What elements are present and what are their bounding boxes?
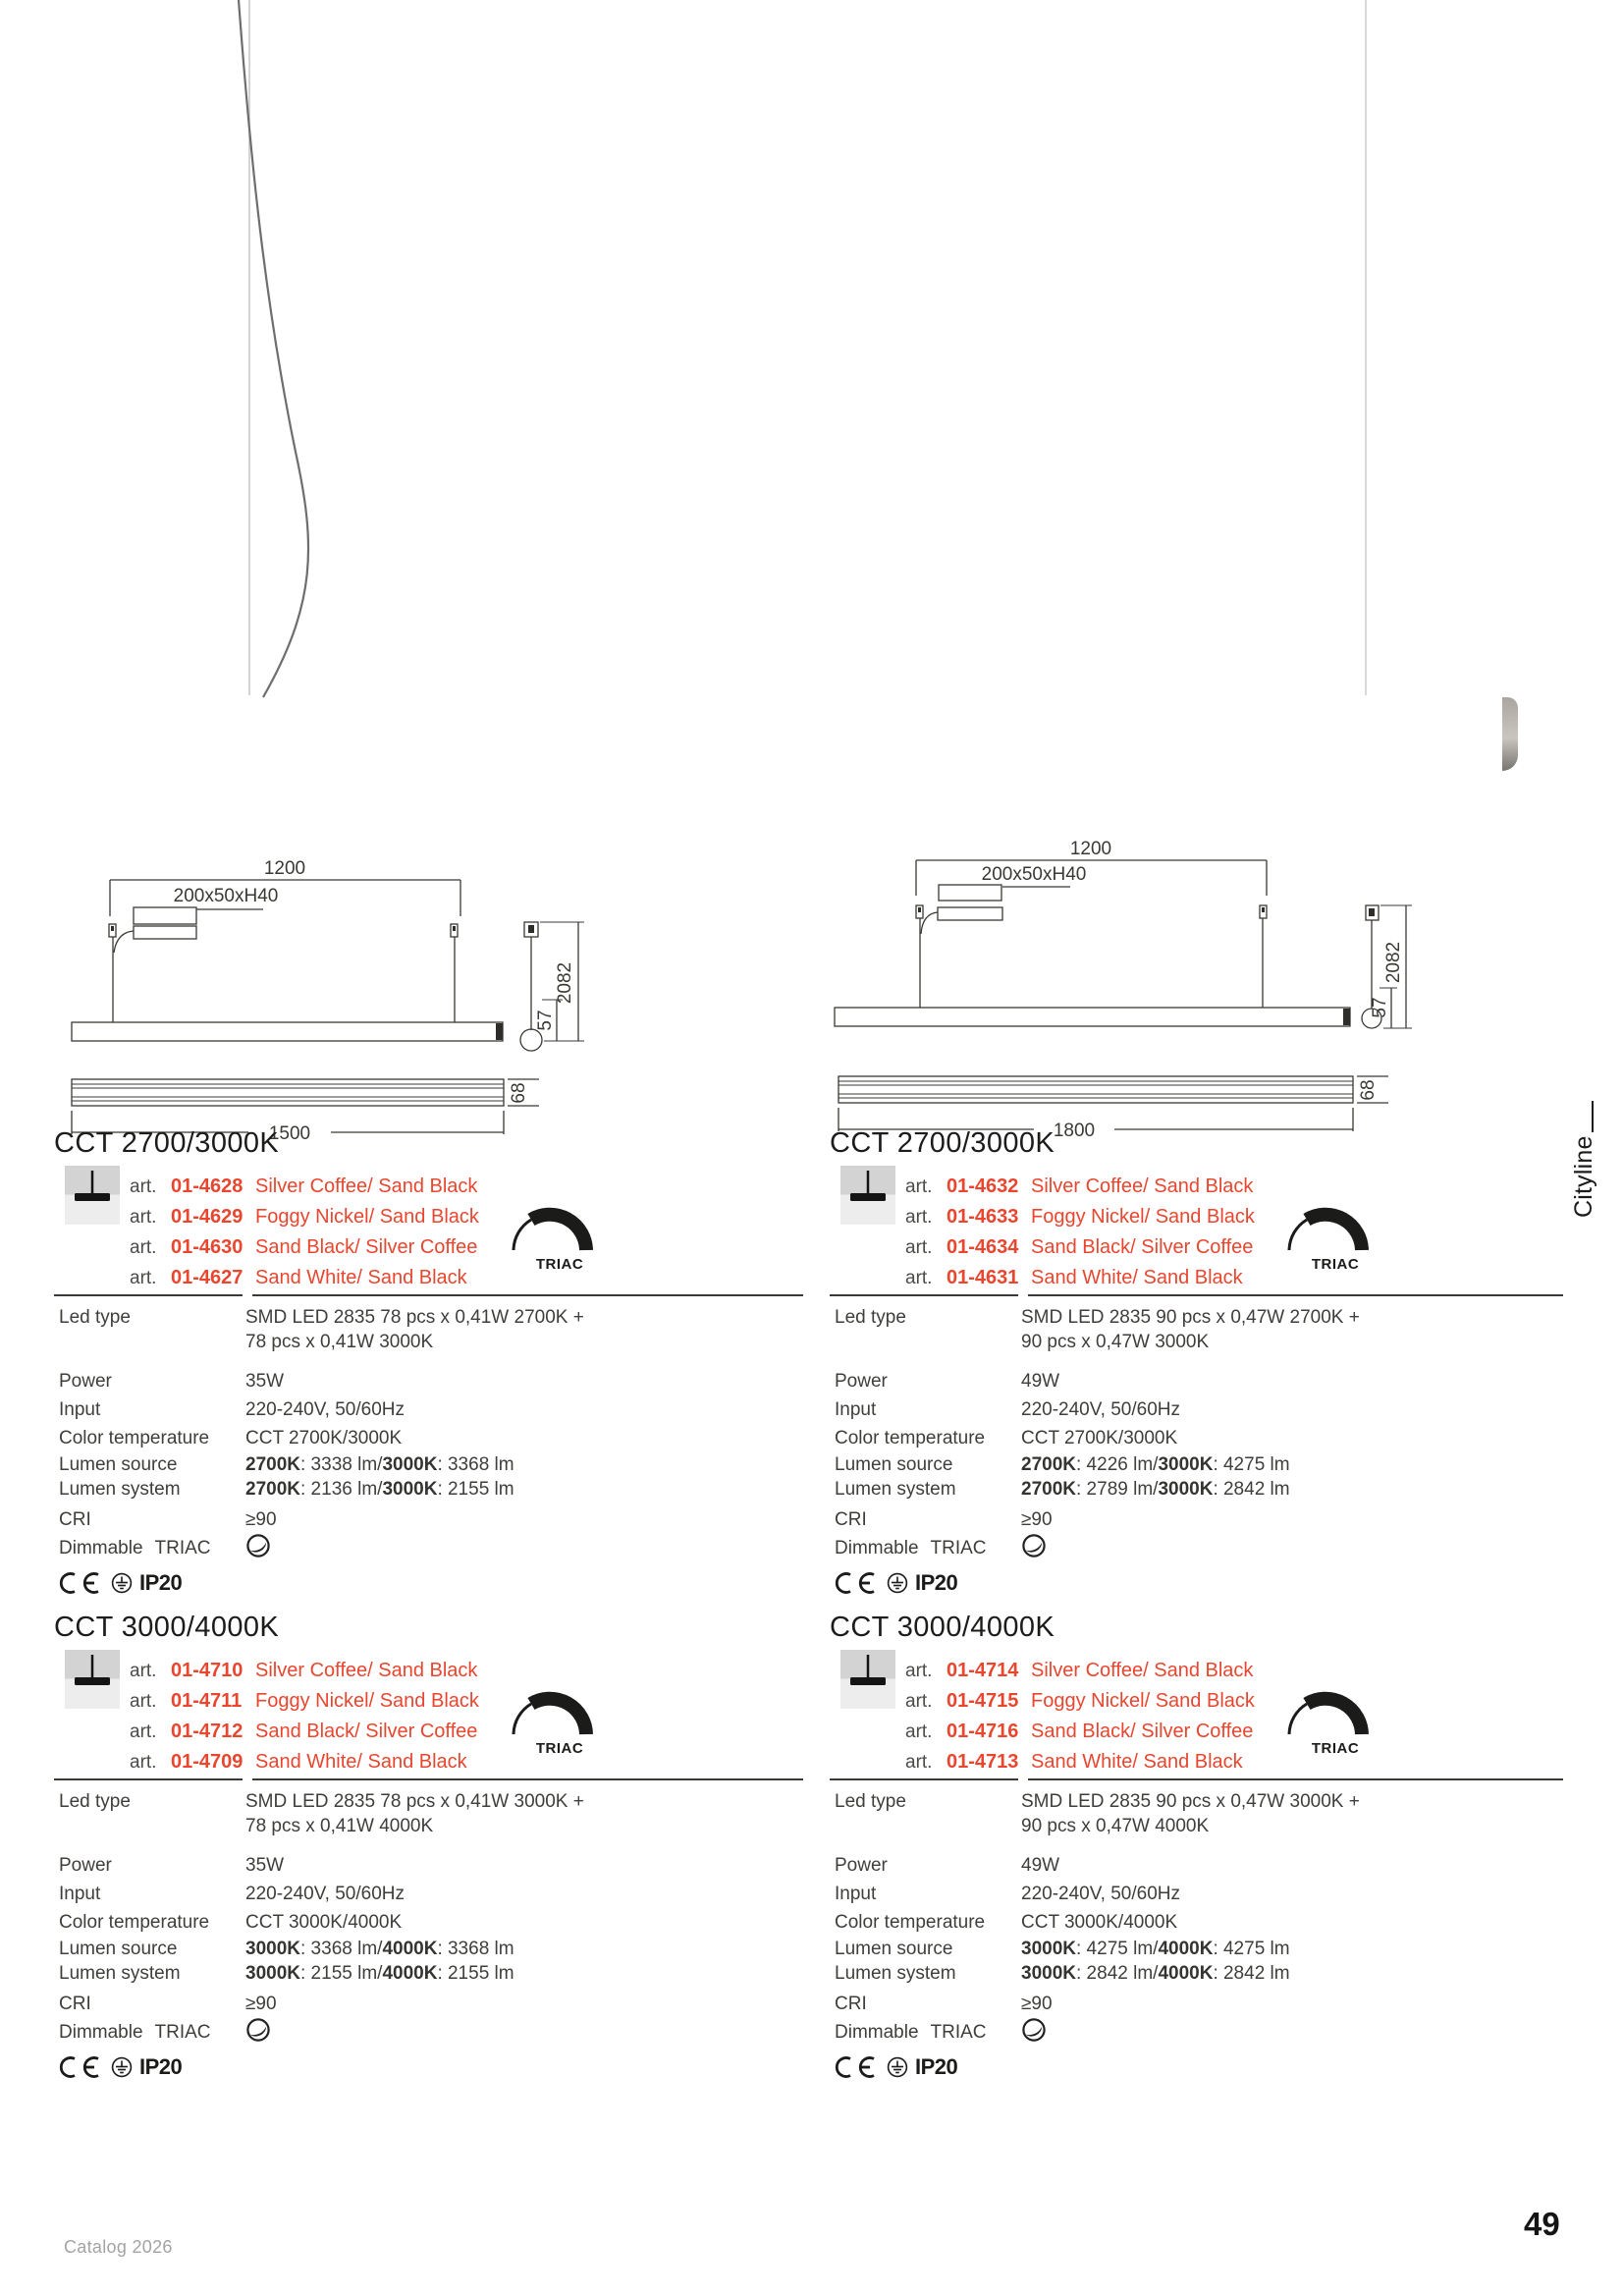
grounding-icon	[111, 1572, 133, 1594]
spec-row-led-type	[54, 1305, 803, 1354]
ip-rating: IP20	[915, 1570, 958, 1595]
article-row	[130, 1172, 479, 1202]
article-row	[905, 1656, 1255, 1686]
spec-label: Input	[835, 1884, 877, 1904]
spec-label: Dimmable TRIAC	[835, 2022, 987, 2043]
spec-label: Input	[835, 1399, 877, 1420]
art-finish: Silver Coffee/ Sand Black	[255, 1660, 478, 1681]
spec-table	[830, 1305, 1579, 1596]
divider	[830, 1778, 1563, 1780]
spec-value: 35W	[245, 1371, 285, 1392]
spec-row-cri	[830, 1990, 1579, 2018]
spec-label: Color temperature	[59, 1428, 210, 1449]
spec-row-power	[54, 1367, 803, 1395]
spec-value: 3000K: 4275 lm/4000K: 4275 lm	[1021, 1939, 1290, 1959]
ip-rating: IP20	[139, 2054, 183, 2079]
spec-value: SMD LED 2835 78 pcs x 0,41W 3000K + 78 pcs x 0,41W 4000K	[245, 1791, 584, 1836]
spec-value: 2700K: 3338 lm/3000K: 3368 lm	[245, 1454, 514, 1475]
art-finish: Foggy Nickel/ Sand Black	[1031, 1690, 1255, 1712]
article-row	[905, 1172, 1255, 1202]
dimmer-icon	[1021, 1533, 1047, 1564]
spec-row-color-temperature	[54, 1908, 803, 1937]
svg-text:2082: 2082	[1383, 941, 1404, 984]
article-row	[905, 1263, 1255, 1293]
spec-label: Lumen source	[59, 1454, 178, 1475]
svg-text:TRIAC: TRIAC	[1311, 1740, 1360, 1757]
art-finish: Silver Coffee/ Sand Black	[1031, 1175, 1254, 1197]
spec-label: Color temperature	[835, 1912, 986, 1933]
article-row	[130, 1747, 479, 1777]
spec-row-cri	[54, 1505, 803, 1534]
svg-text:1800: 1800	[1053, 1121, 1096, 1141]
spec-row-led-type	[830, 1789, 1579, 1838]
triac-icon	[504, 1685, 594, 1758]
spec-row-input	[54, 1395, 803, 1424]
spec-table	[54, 1789, 803, 2080]
section-heading: CCT 2700/3000K	[830, 1127, 1055, 1159]
section-heading: CCT 2700/3000K	[54, 1127, 280, 1159]
art-label: art.	[130, 1237, 157, 1258]
dimmer-icon	[245, 2017, 271, 2049]
collection-name: Cityline	[1570, 1135, 1597, 1218]
spec-value: ≥90	[1021, 1509, 1053, 1530]
catalog-footer: Catalog 2026	[64, 2237, 173, 2257]
art-finish: Silver Coffee/ Sand Black	[255, 1175, 478, 1197]
spec-row-cri	[830, 1505, 1579, 1534]
product-section	[54, 1611, 803, 2094]
spec-label: CRI	[59, 1994, 91, 2014]
spec-value: 35W	[245, 1855, 285, 1876]
art-code: 01-4711	[171, 1690, 243, 1712]
page-number: 49	[1524, 2206, 1560, 2242]
spec-label: Input	[59, 1399, 101, 1420]
art-code: 01-4710	[171, 1660, 243, 1681]
svg-text:68: 68	[509, 1082, 529, 1104]
spec-row-led-type	[54, 1789, 803, 1838]
spec-label: Power	[59, 1855, 112, 1876]
spec-label: Led type	[835, 1791, 906, 1812]
divider	[830, 1294, 1563, 1296]
dimmer-icon	[1021, 2017, 1047, 2049]
spec-value: 2700K: 4226 lm/3000K: 4275 lm	[1021, 1454, 1290, 1475]
art-label: art.	[905, 1691, 933, 1712]
section-heading: CCT 3000/4000K	[830, 1612, 1055, 1643]
spec-label: Lumen system	[835, 1479, 956, 1500]
art-label: art.	[130, 1268, 157, 1288]
svg-text:TRIAC: TRIAC	[535, 1256, 584, 1273]
art-finish: Sand White/ Sand Black	[255, 1267, 467, 1288]
certifications	[830, 1570, 1579, 1596]
spec-table	[54, 1305, 803, 1596]
spec-label: Power	[835, 1855, 888, 1876]
spec-value: 2700K: 2136 lm/3000K: 2155 lm	[245, 1479, 514, 1500]
art-label: art.	[130, 1176, 157, 1197]
article-row	[130, 1656, 479, 1686]
product-photo	[0, 0, 1623, 795]
svg-text:1500: 1500	[268, 1123, 311, 1144]
spec-value: 220-240V, 50/60Hz	[1021, 1884, 1180, 1904]
article-row	[905, 1717, 1255, 1747]
art-label: art.	[905, 1176, 933, 1197]
ce-icon	[59, 2056, 104, 2078]
spec-row-lumen-source	[54, 1937, 803, 1961]
article-row	[905, 1686, 1255, 1717]
spec-label: Dimmable TRIAC	[59, 1538, 211, 1558]
triac-icon	[504, 1201, 594, 1274]
spec-value: SMD LED 2835 90 pcs x 0,47W 3000K + 90 pcs x 0,47W 4000K	[1021, 1791, 1360, 1836]
spec-label: Power	[59, 1371, 112, 1392]
spec-row-lumen-system	[54, 1477, 803, 1502]
art-code: 01-4715	[947, 1690, 1019, 1712]
art-label: art.	[905, 1237, 933, 1258]
spec-label: Lumen source	[835, 1454, 953, 1475]
art-code: 01-4713	[947, 1751, 1019, 1773]
spec-row-input	[830, 1880, 1579, 1908]
spec-row-cri	[54, 1990, 803, 2018]
suspension-wires	[0, 0, 1623, 795]
svg-text:1200: 1200	[1069, 839, 1112, 859]
triac-icon	[1279, 1201, 1370, 1274]
pendant-thumbnail-icon	[840, 1166, 895, 1225]
spec-value: 49W	[1021, 1371, 1060, 1392]
article-list	[130, 1172, 479, 1293]
spec-row-color-temperature	[54, 1424, 803, 1452]
spec-label: Lumen source	[835, 1939, 953, 1959]
grounding-icon	[887, 1572, 908, 1594]
article-row	[130, 1263, 479, 1293]
spec-value: SMD LED 2835 90 pcs x 0,47W 2700K + 90 pcs x 0,47W 3000K	[1021, 1307, 1360, 1352]
spec-label: Lumen system	[835, 1963, 956, 1984]
art-finish: Sand Black/ Silver Coffee	[1031, 1721, 1254, 1742]
art-code: 01-4633	[947, 1206, 1019, 1228]
spec-label: Lumen source	[59, 1939, 178, 1959]
art-finish: Sand Black/ Silver Coffee	[255, 1721, 478, 1742]
collection-name-vertical	[1567, 1070, 1596, 1218]
divider	[54, 1778, 803, 1780]
spec-row-color-temperature	[830, 1424, 1579, 1452]
spec-label: Color temperature	[59, 1912, 210, 1933]
svg-text:200x50xH40: 200x50xH40	[981, 864, 1087, 885]
svg-text:TRIAC: TRIAC	[1311, 1256, 1360, 1273]
spec-label: CRI	[835, 1994, 867, 2014]
svg-text:57: 57	[1370, 997, 1390, 1018]
article-list	[130, 1656, 479, 1777]
ce-icon	[59, 1572, 104, 1594]
section-heading: CCT 3000/4000K	[54, 1612, 280, 1643]
spec-value: CCT 2700K/3000K	[1021, 1428, 1178, 1449]
art-finish: Silver Coffee/ Sand Black	[1031, 1660, 1254, 1681]
spec-value: ≥90	[1021, 1994, 1053, 2014]
spec-value: 220-240V, 50/60Hz	[245, 1884, 405, 1904]
article-row	[905, 1747, 1255, 1777]
article-row	[905, 1232, 1255, 1263]
art-code: 01-4712	[171, 1721, 243, 1742]
spec-label: Lumen system	[59, 1479, 181, 1500]
spec-row-power	[830, 1367, 1579, 1395]
spec-value: 220-240V, 50/60Hz	[245, 1399, 405, 1420]
spec-row-dimmable	[830, 1534, 1579, 1563]
article-row	[130, 1717, 479, 1747]
art-code: 01-4631	[947, 1267, 1019, 1288]
spec-row-power	[830, 1851, 1579, 1880]
art-code: 01-4714	[947, 1660, 1019, 1681]
ce-icon	[835, 2056, 880, 2078]
art-code: 01-4632	[947, 1175, 1019, 1197]
dimension-drawing-1500	[54, 838, 614, 1144]
svg-text:57: 57	[535, 1010, 556, 1031]
spec-value: 220-240V, 50/60Hz	[1021, 1399, 1180, 1420]
spec-row-dimmable	[830, 2018, 1579, 2048]
pendant-thumbnail-icon	[840, 1650, 895, 1709]
art-label: art.	[905, 1722, 933, 1742]
art-finish: Sand White/ Sand Black	[1031, 1267, 1243, 1288]
art-code: 01-4627	[171, 1267, 243, 1288]
spec-row-lumen-system	[54, 1961, 803, 1986]
triac-icon	[1279, 1685, 1370, 1758]
spec-label: Power	[835, 1371, 888, 1392]
svg-text:68: 68	[1358, 1079, 1379, 1101]
spec-label: Input	[59, 1884, 101, 1904]
spec-value: 2700K: 2789 lm/3000K: 2842 lm	[1021, 1479, 1290, 1500]
brand-underscore-line	[1592, 1101, 1594, 1132]
spec-value: CCT 3000K/4000K	[245, 1912, 403, 1933]
spec-label: CRI	[59, 1509, 91, 1530]
spec-label: CRI	[835, 1509, 867, 1530]
ce-icon	[835, 1572, 880, 1594]
svg-text:TRIAC: TRIAC	[535, 1740, 584, 1757]
certifications	[830, 2054, 1579, 2080]
spec-row-lumen-system	[830, 1477, 1579, 1502]
article-row	[130, 1232, 479, 1263]
spec-value: ≥90	[245, 1509, 277, 1530]
ip-rating: IP20	[139, 1570, 183, 1595]
art-finish: Sand White/ Sand Black	[255, 1751, 467, 1773]
spec-label: Dimmable TRIAC	[59, 2022, 211, 2043]
spec-row-dimmable	[54, 2018, 803, 2048]
spec-value: 3000K: 2842 lm/4000K: 2842 lm	[1021, 1963, 1290, 1984]
dimmer-icon	[245, 1533, 271, 1564]
spec-value: 49W	[1021, 1855, 1060, 1876]
art-label: art.	[130, 1752, 157, 1773]
grounding-icon	[111, 2056, 133, 2078]
spec-label: Lumen system	[59, 1963, 181, 1984]
art-label: art.	[130, 1691, 157, 1712]
art-label: art.	[130, 1207, 157, 1228]
art-finish: Foggy Nickel/ Sand Black	[255, 1206, 479, 1228]
art-label: art.	[130, 1722, 157, 1742]
spec-value: ≥90	[245, 1994, 277, 2014]
spec-row-led-type	[830, 1305, 1579, 1354]
spec-row-lumen-source	[830, 1452, 1579, 1477]
product-section	[830, 1126, 1579, 1610]
spec-row-power	[54, 1851, 803, 1880]
spec-value: 3000K: 3368 lm/4000K: 3368 lm	[245, 1939, 514, 1959]
spec-row-lumen-source	[830, 1937, 1579, 1961]
spec-row-input	[54, 1880, 803, 1908]
art-label: art.	[905, 1268, 933, 1288]
art-code: 01-4709	[171, 1751, 243, 1773]
art-finish: Sand Black/ Silver Coffee	[1031, 1236, 1254, 1258]
spec-row-input	[830, 1395, 1579, 1424]
article-list	[905, 1656, 1255, 1777]
spec-value: CCT 3000K/4000K	[1021, 1912, 1178, 1933]
ip-rating: IP20	[915, 2054, 958, 2079]
product-section	[830, 1611, 1579, 2094]
article-row	[130, 1686, 479, 1717]
certifications	[54, 1570, 803, 1596]
spec-table	[830, 1789, 1579, 2080]
spec-row-lumen-source	[54, 1452, 803, 1477]
art-finish: Foggy Nickel/ Sand Black	[1031, 1206, 1255, 1228]
divider	[54, 1294, 803, 1296]
svg-text:200x50xH40: 200x50xH40	[173, 886, 279, 906]
spec-row-lumen-system	[830, 1961, 1579, 1986]
spec-value: CCT 2700K/3000K	[245, 1428, 403, 1449]
pendant-bar-image	[89, 693, 1518, 775]
spec-row-dimmable	[54, 1534, 803, 1563]
art-finish: Sand White/ Sand Black	[1031, 1751, 1243, 1773]
spec-value: 3000K: 2155 lm/4000K: 2155 lm	[245, 1963, 514, 1984]
art-label: art.	[905, 1207, 933, 1228]
spec-value: SMD LED 2835 78 pcs x 0,41W 2700K + 78 pcs x 0,41W 3000K	[245, 1307, 584, 1352]
product-section	[54, 1126, 803, 1610]
pendant-thumbnail-icon	[65, 1650, 120, 1709]
spec-row-color-temperature	[830, 1908, 1579, 1937]
spec-label: Led type	[59, 1791, 131, 1812]
art-label: art.	[905, 1752, 933, 1773]
article-row	[130, 1202, 479, 1232]
art-finish: Foggy Nickel/ Sand Black	[255, 1690, 479, 1712]
dimension-drawing-1800	[828, 835, 1436, 1141]
art-code: 01-4628	[171, 1175, 243, 1197]
article-row	[905, 1202, 1255, 1232]
art-finish: Sand Black/ Silver Coffee	[255, 1236, 478, 1258]
grounding-icon	[887, 2056, 908, 2078]
art-code: 01-4630	[171, 1236, 243, 1258]
certifications	[54, 2054, 803, 2080]
art-code: 01-4629	[171, 1206, 243, 1228]
art-label: art.	[905, 1661, 933, 1681]
art-code: 01-4716	[947, 1721, 1019, 1742]
art-label: art.	[130, 1661, 157, 1681]
article-list	[905, 1172, 1255, 1293]
spec-label: Led type	[835, 1307, 906, 1328]
pendant-thumbnail-icon	[65, 1166, 120, 1225]
spec-label: Color temperature	[835, 1428, 986, 1449]
spec-label: Led type	[59, 1307, 131, 1328]
art-code: 01-4634	[947, 1236, 1019, 1258]
svg-text:1200: 1200	[263, 858, 306, 879]
spec-label: Dimmable TRIAC	[835, 1538, 987, 1558]
svg-text:2082: 2082	[555, 961, 575, 1005]
